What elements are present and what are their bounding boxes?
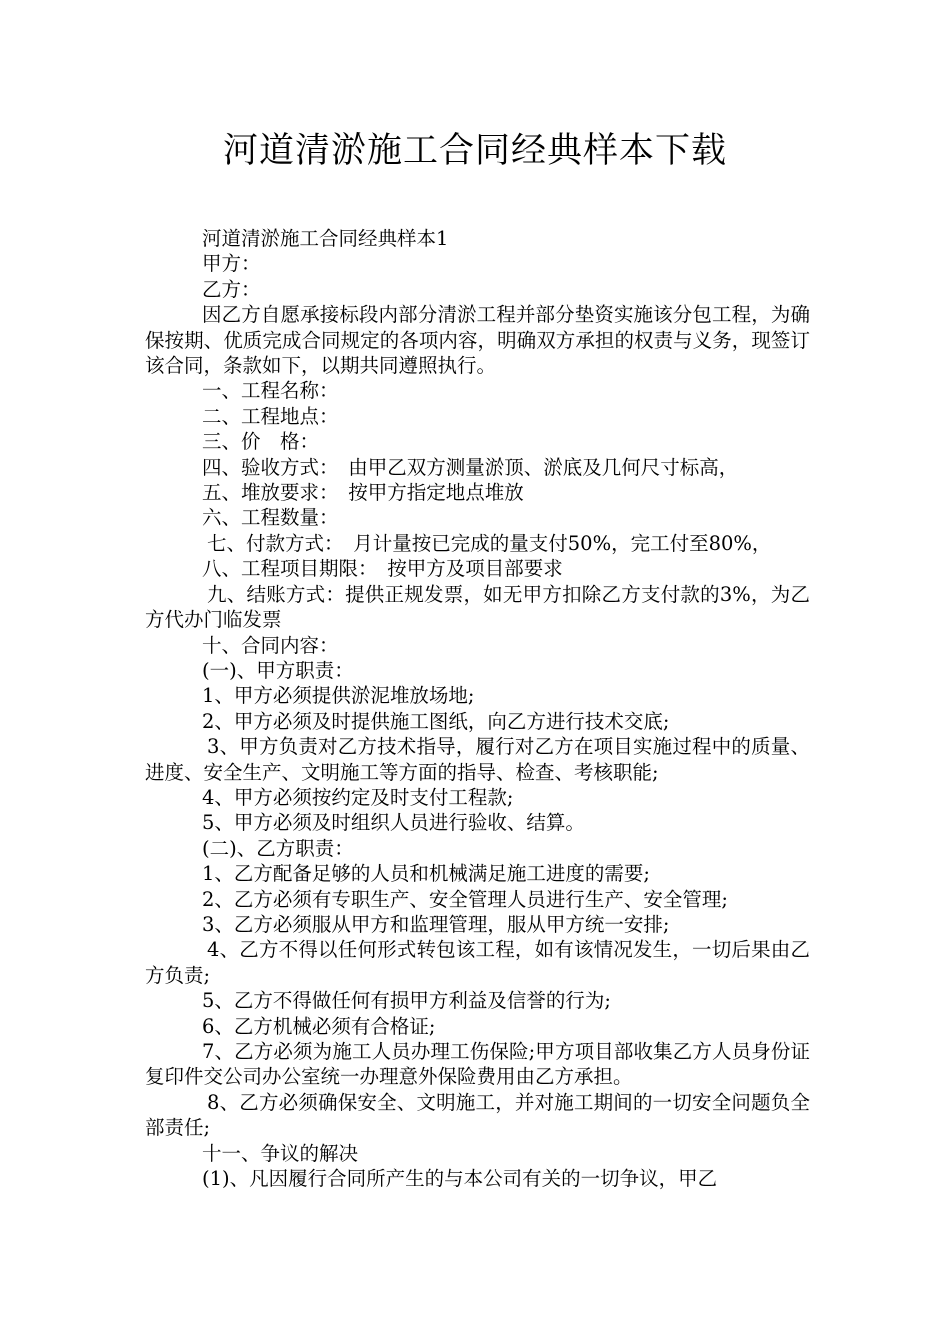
clause-acceptance: 四、验收方式： 由甲乙双方测量淤顶、淤底及几何尺寸标高， — [202, 455, 739, 479]
dispute-item-1: (1)、凡因履行合同所产生的与本公司有关的一切争议，甲乙 — [202, 1167, 718, 1191]
section-party-b: (二)、乙方职责： — [202, 836, 354, 860]
party-b-duty-8: 8、乙方必须确保安全、文明施工，并对施工期间的一切安全问题负全部责任; — [145, 1090, 810, 1140]
clause-stacking: 五、堆放要求： 按甲方指定地点堆放 — [202, 481, 524, 505]
clause-project-name: 一、工程名称： — [202, 379, 339, 403]
party-b-duty-4: 4、乙方不得以任何形式转包该工程，如有该情况发生，一切后果由乙方负责; — [145, 938, 810, 987]
party-b-duty-7: 7、乙方必须为施工人员办理工伤保险;甲方项目部收集乙方人员身份证复印件交公司办公室统一办理意外保险费用由乙方承担。 — [145, 1040, 810, 1089]
clause-dispute: 十一、争议的解决 — [202, 1141, 359, 1165]
party-a-duty-4: 4、甲方必须按约定及时支付工程款; — [202, 785, 514, 809]
party-b-duty-1: 1、乙方配备足够的人员和机械满足施工进度的需要; — [202, 862, 650, 886]
clause-payment: 七、付款方式： 月计量按已完成的量支付50%，完工付至80%， — [207, 531, 772, 555]
section-party-a: (一)、甲方职责： — [202, 658, 354, 682]
party-a-duty-3: 3、甲方负责对乙方技术指导，履行对乙方在项目实施过程中的质量、进度、安全生产、文明施工等方面的指导、检查、考核职能; — [145, 735, 810, 784]
party-a-duty-5: 5、甲方必须及时组织人员进行验收、结算。 — [202, 811, 585, 835]
clause-content: 十、合同内容： — [202, 633, 339, 657]
clause-project-site: 二、工程地点： — [202, 404, 339, 428]
party-a-line: 甲方： — [202, 252, 261, 276]
document-body — [145, 226, 810, 1191]
party-a-duty-1: 1、甲方必须提供淤泥堆放场地; — [202, 684, 475, 708]
subtitle-paragraph: 河道清淤施工合同经典样本1 — [202, 227, 449, 250]
clause-price: 三、价 格： — [202, 430, 320, 454]
clause-settlement: 九、结账方式：提供正规发票，如无甲方扣除乙方支付款的3%，为乙方代办门临发票 — [145, 582, 810, 632]
party-b-duty-2: 2、乙方必须有专职生产、安全管理人员进行生产、安全管理; — [202, 887, 728, 911]
party-b-line: 乙方： — [202, 277, 261, 301]
party-b-duty-5: 5、乙方不得做任何有损甲方利益及信誉的行为; — [202, 989, 611, 1013]
clause-term: 八、工程项目期限： 按甲方及项目部要求 — [202, 557, 563, 581]
party-b-duty-6: 6、乙方机械必须有合格证; — [202, 1014, 436, 1038]
party-a-duty-2: 2、甲方必须及时提供施工图纸，向乙方进行技术交底; — [202, 709, 670, 733]
intro-paragraph: 因乙方自愿承接标段内部分清淤工程并部分垫资实施该分包工程，为确保按期、优质完成合同规定的各项内容，明确双方承担的权责与义务，现签订该合同，条款如下，以期共同遵照执行。 — [145, 303, 810, 378]
party-b-duty-3: 3、乙方必须服从甲方和监理管理，服从甲方统一安排; — [202, 912, 670, 936]
clause-quantity: 六、工程数量： — [202, 506, 339, 530]
document-title: 河道清淤施工合同经典样本下载 — [222, 131, 727, 171]
